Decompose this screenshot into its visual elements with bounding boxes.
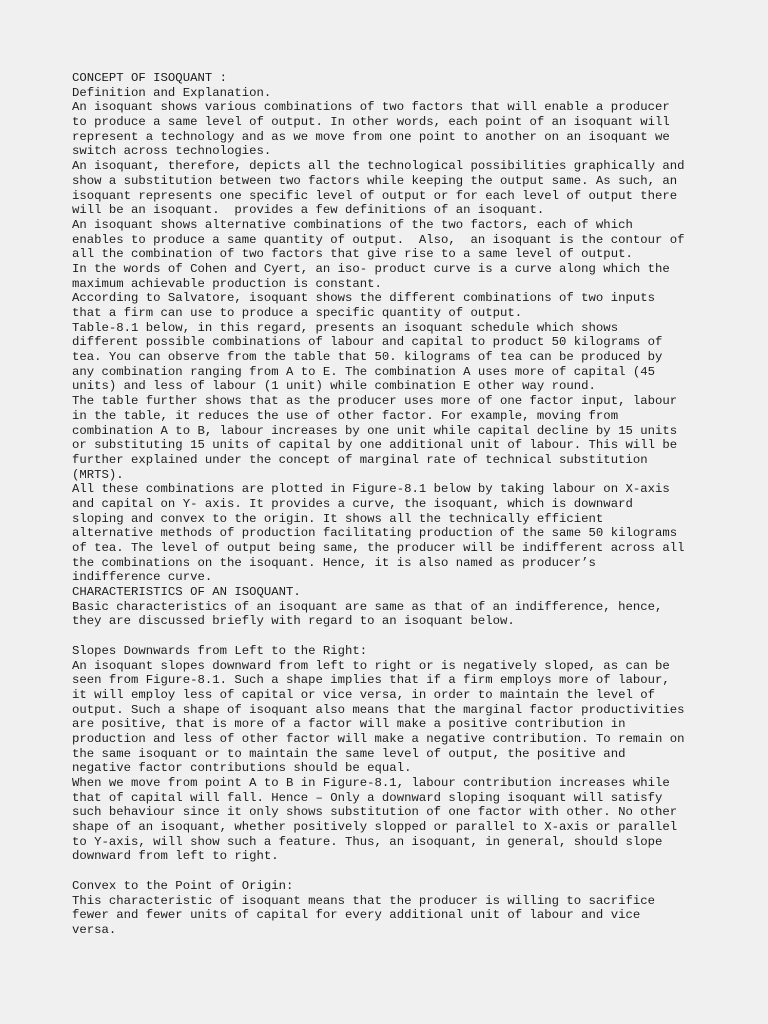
text-line: maximum achievable production is constant. (72, 276, 382, 291)
text-line: any combination ranging from A to E. The combination A uses more of capital (45 (72, 364, 655, 379)
text-line: are positive, that is more of a factor will make a positive contribution in (72, 717, 626, 732)
text-line: units) and less of labour (1 unit) while combination E other way round. (72, 379, 596, 394)
text-line: or substituting 15 units of capital by one additional unit of labour. This will be (72, 438, 678, 453)
text-line: isoquant represents one specific level of output or for each level of output there (72, 188, 678, 203)
text-line: negative factor contributions should be equal. (72, 761, 412, 776)
text-line: An isoquant shows various combinations of two factors that will enable a producer (72, 100, 670, 115)
text-line: seen from Figure-8.1. Such a shape implies that if a firm employs more of labour, (72, 673, 670, 688)
text-line: Definition and Explanation. (72, 85, 272, 100)
text-line: show a substitution between two factors while keeping the output same. As such, an (72, 173, 678, 188)
text-line: alternative methods of production facilitating production of the same 50 kilograms (72, 526, 678, 541)
text-line: versa. (72, 922, 117, 937)
text-line: production and less of other factor will make a negative contribution. To remain on (72, 731, 685, 746)
text-line: will be an isoquant. provides a few definitions of an isoquant. (72, 203, 545, 218)
text-line: fewer and fewer units of capital for every additional unit of labour and vice (72, 908, 641, 923)
text-line: CONCEPT OF ISOQUANT : (72, 71, 227, 85)
text-line: that a firm can use to produce a specific quantity of output. (72, 306, 523, 320)
text-line (72, 629, 712, 644)
text-line: different possible combinations of labour and capital to product 50 kilograms of (72, 335, 663, 350)
text-line: it will employ less of capital or vice versa, in order to maintain the level of (72, 687, 655, 702)
text-line: all the combination of two factors that give rise to a same level of output. (72, 247, 633, 262)
text-line: Table-8.1 below, in this regard, presents an isoquant schedule which shows (72, 320, 619, 335)
document-text (72, 71, 712, 938)
text-line (72, 864, 712, 879)
text-line: This characteristic of isoquant means that the producer is willing to sacrifice (72, 893, 655, 908)
text-line: and capital on Y- axis. It provides a curve, the isoquant, which is downward (72, 496, 633, 511)
text-line: sloping and convex to the origin. It shows all the technically efficient (72, 511, 604, 526)
text-line: All these combinations are plotted in Figure-8.1 below by taking labour on X-axis (72, 482, 670, 497)
text-line: tea. You can observe from the table that 50. kilograms of tea can be produced by (72, 350, 663, 365)
text-line: to Y-axis, will show such a feature. Thus, an isoquant, in general, should slope (72, 834, 663, 849)
text-line: Convex to the Point of Origin: (72, 878, 294, 893)
text-line: of tea. The level of output being same, the producer will be indifferent across all (72, 541, 685, 555)
text-line: indifference curve. (72, 570, 213, 585)
text-line: further explained under the concept of marginal rate of technical substitution (72, 452, 648, 467)
text-line: In the words of Cohen and Cyert, an iso- product curve is a curve along which the (72, 261, 670, 276)
text-line: Slopes Downwards from Left to the Right: (72, 643, 368, 658)
text-line: An isoquant slopes downward from left to right or is negatively sloped, as can be (72, 658, 670, 673)
text-line: downward from left to right. (72, 849, 279, 864)
text-line: shape of an isoquant, whether positively slopped or parallel to X-axis or parallel (72, 820, 678, 835)
text-line: such behaviour since it only shows substitution of one factor with other. No other (72, 805, 678, 820)
text-line: the combinations on the isoquant. Hence, it is also named as producer’s (72, 555, 596, 570)
text-line: The table further shows that as the producer uses more of one factor input, labour (72, 394, 678, 409)
text-line: switch across technologies. (72, 144, 272, 159)
text-line: enables to produce a same quantity of output. Also, an isoquant is the contour of (72, 232, 685, 247)
text-line: (MRTS). (72, 467, 124, 482)
text-line: they are discussed briefly with regard to an isoquant below. (72, 614, 515, 629)
text-line: that of capital will fall. Hence – Only a downward sloping isoquant will satisfy (72, 790, 663, 805)
text-line: in the table, it reduces the use of other factor. For example, moving from (72, 408, 619, 423)
text-line: combination A to B, labour increases by one unit while capital decline by 15 units (72, 423, 678, 438)
text-line: Basic characteristics of an isoquant are same as that of an indifference, hence, (72, 599, 663, 614)
text-line: CHARACTERISTICS OF AN ISOQUANT. (72, 585, 301, 600)
text-line: An isoquant shows alternative combinations of the two factors, each of which (72, 217, 633, 232)
text-line: output. Such a shape of isoquant also means that the marginal factor productivities (72, 702, 685, 717)
text-line: According to Salvatore, isoquant shows the different combinations of two inputs (72, 291, 655, 306)
text-line: An isoquant, therefore, depicts all the technological possibilities graphically and (72, 159, 685, 174)
text-line: represent a technology and as we move from one point to another on an isoquant we (72, 129, 670, 144)
text-line: When we move from point A to B in Figure-8.1, labour contribution increases while (72, 776, 670, 790)
text-line: to produce a same level of output. In other words, each point of an isoquant will (72, 115, 670, 130)
text-line: the same isoquant or to maintain the same level of output, the positive and (72, 746, 626, 761)
